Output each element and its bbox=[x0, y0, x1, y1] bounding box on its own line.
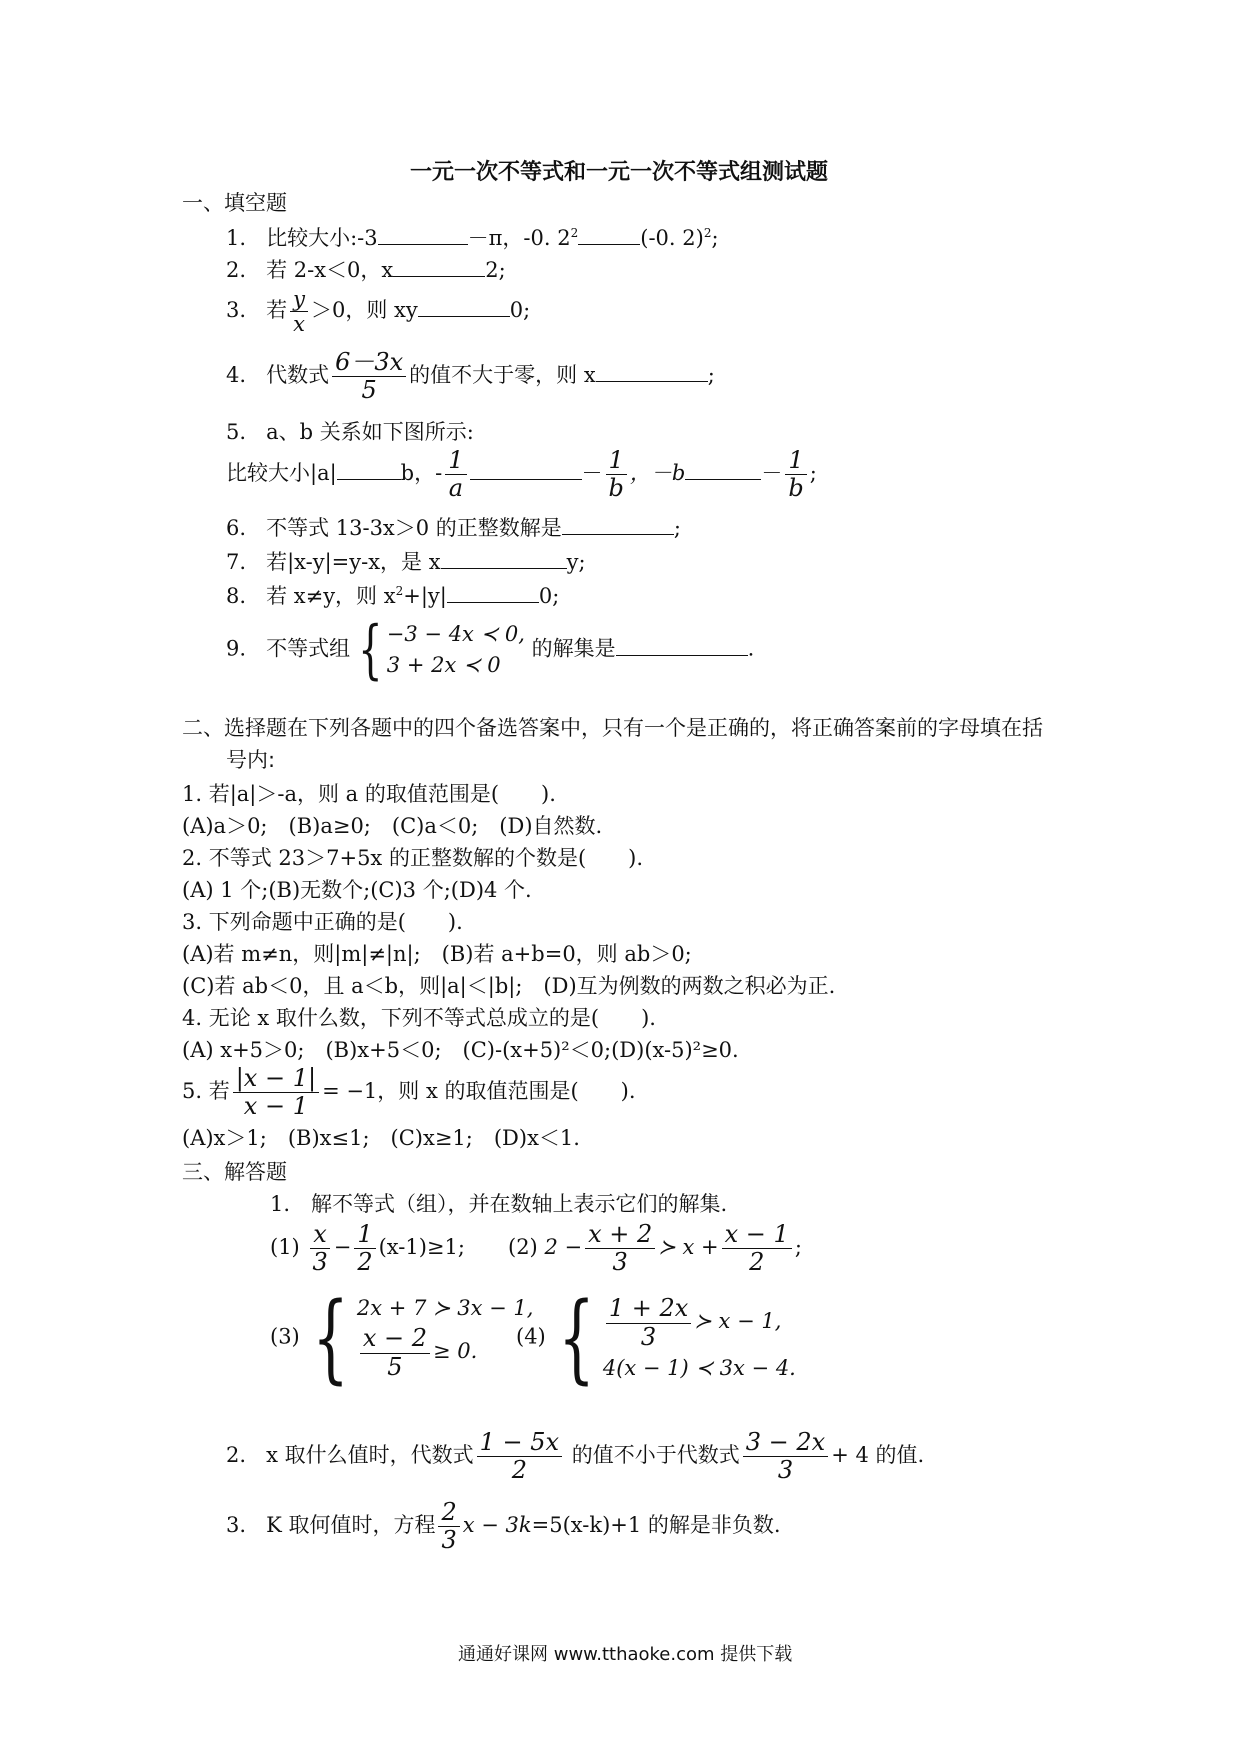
solve-q1-part1: (1) $\frac{x}{3}$ − $\frac{1}{2}$ (x-1)≥1; bbox=[270, 1220, 465, 1277]
fill-q1: 1. 比较大小:-3 －π，-0. $2^2$ (-0. 2)$^2$; bbox=[226, 226, 719, 250]
solve-q2: 2. x 取什么值时，代数式 $\frac{1 - 5x}{2}$ 的值不小于代数式 $\frac{3 - 2x}{3}$ + 4 的值. bbox=[226, 1428, 925, 1485]
choice-q4: 4. 无论 x 取什么数，下列不等式总成立的是( ). bbox=[182, 1006, 656, 1030]
fill-q7: 7. 若|x-y|=y-x，是 x y; bbox=[226, 550, 586, 574]
fill-q8: 8. 若 x≠y，则 $x^2+|y|$ 0; bbox=[226, 584, 560, 608]
choice-q3-options-2: (C)若 ab＜0，且 a＜b，则|a|＜|b|; (D)互为例数的两数之积必为正. bbox=[182, 974, 836, 998]
fill-q4: 4. 代数式 $\frac{6-3x}{5}$ 的值不大于零，则 x ; bbox=[226, 348, 715, 405]
fill-q5: 5. a、b 关系如下图所示: bbox=[226, 420, 474, 444]
solve-q1-part4: (4) { $\frac{1 + 2x}{3}$ ≻ x − 1, 4(x − 1) ≺ 3x − 4. bbox=[516, 1282, 796, 1394]
solve-q1-part3: (3) { 2x + 7 ≻ 3x − 1, $\frac{x - 2}{5}$ ≥ 0. bbox=[270, 1282, 534, 1394]
fill-q9: 9. 不等式组 { −3 − 4x ≺ 0, 3 + 2x ≺ 0 的解集是 . bbox=[226, 613, 755, 687]
choice-q2: 2. 不等式 23＞7+5x 的正整数解的个数是( ). bbox=[182, 846, 644, 870]
section2-heading: 二、选择题在下列各题中的四个备选答案中，只有一个是正确的，将正确答案前的字母填在括 bbox=[182, 716, 1043, 740]
solve-q3: 3. K 取何值时，方程 $\frac{2}{3}$ x − 3k=5(x-k)+1 的解是非负数. bbox=[226, 1498, 781, 1555]
choice-q3: 3. 下列命题中正确的是( ). bbox=[182, 910, 463, 934]
solve-q1: 1. 解不等式（组），并在数轴上表示它们的解集. bbox=[270, 1192, 728, 1216]
choice-q3-options-1: (A)若 m≠n，则|m|≠|n|; (B)若 a+b=0，则 ab＞0; bbox=[182, 942, 692, 966]
section3-heading: 三、解答题 bbox=[182, 1160, 287, 1184]
fill-q3: 3. 若 $\frac{y}{x}$ ＞0，则 xy 0; bbox=[226, 287, 531, 337]
choice-q4-options: (A) x+5＞0; (B)x+5＜0; (C)-(x+5)²＜0;(D)(x-5)²≥0. bbox=[182, 1038, 739, 1062]
solve-q1-part2: (2) 2 − $\frac{x + 2}{3}$ ≻ x + $\frac{x - 1}{2}$ ; bbox=[508, 1220, 802, 1277]
fill-q6: 6. 不等式 13-3x＞0 的正整数解是 ; bbox=[226, 516, 681, 540]
choice-q2-options: (A) 1 个;(B)无数个;(C)3 个;(D)4 个. bbox=[182, 878, 532, 902]
section1-heading: 一、填空题 bbox=[182, 191, 287, 215]
fill-q5-compare: 比较大小|a| b，- $\frac{1}{a}$ － $\frac{1}{b}$ ，－b － $\frac{1}{b}$ ; bbox=[226, 446, 817, 503]
footer-credit: 通通好课网 www.tthaoke.com 提供下载 bbox=[458, 1644, 793, 1665]
section2-heading-cont: 号内: bbox=[226, 748, 276, 772]
choice-q1: 1. 若|a|＞-a，则 a 的取值范围是( ). bbox=[182, 782, 556, 806]
choice-q1-options: (A)a＞0; (B)a≥0; (C)a＜0; (D)自然数. bbox=[182, 814, 603, 838]
choice-q5-options: (A)x＞1; (B)x≤1; (C)x≥1; (D)x＜1. bbox=[182, 1126, 580, 1150]
page-title: 一元一次不等式和一元一次不等式组测试题 bbox=[410, 160, 829, 185]
choice-q5: 5. 若 $\frac{|x - 1|}{x - 1}$ = −1，则 x 的取值范围是( ). bbox=[182, 1064, 636, 1121]
fill-q2: 2. 若 2-x＜0，x 2; bbox=[226, 258, 506, 282]
